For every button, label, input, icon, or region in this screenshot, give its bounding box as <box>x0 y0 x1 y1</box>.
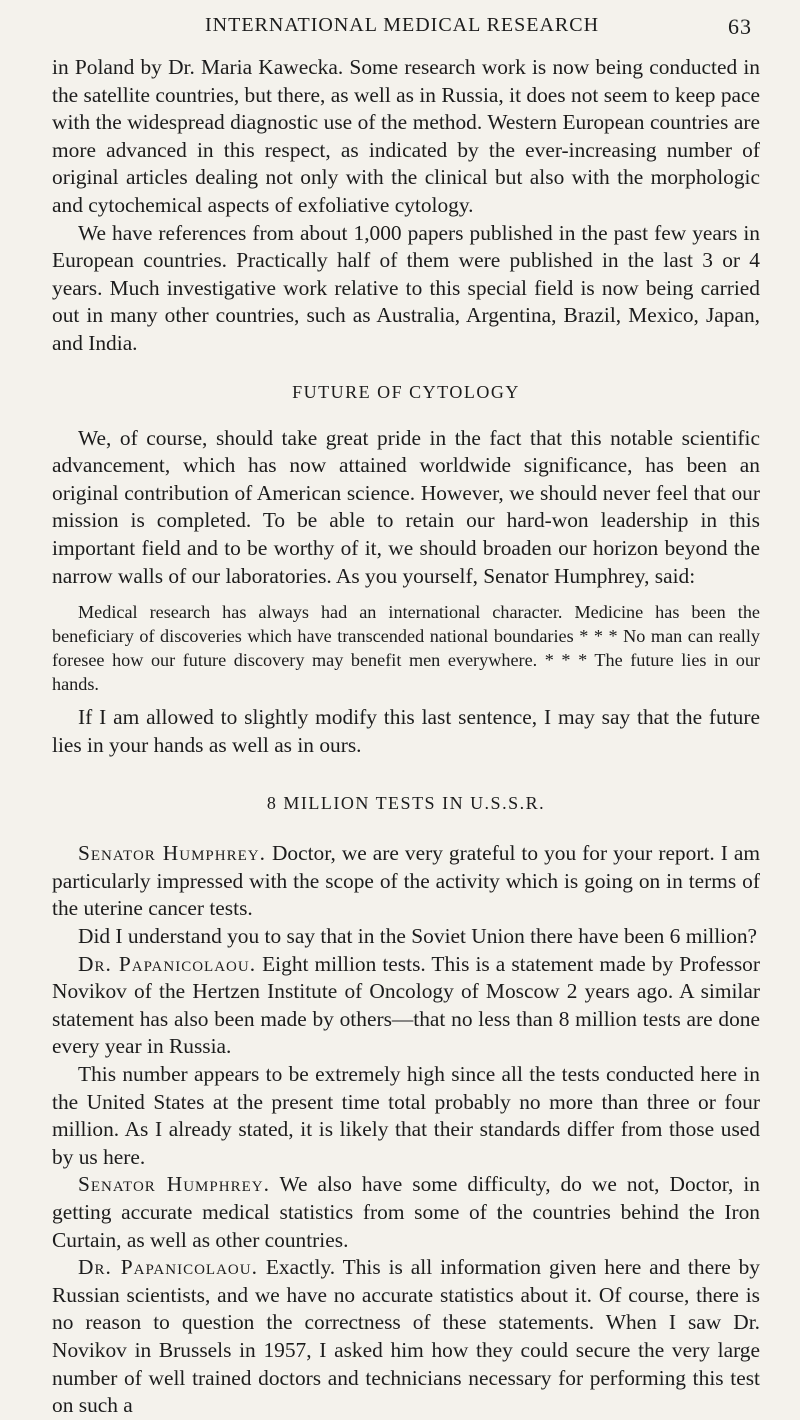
paragraph-5 <box>52 840 760 923</box>
paragraph-2: We have references from about 1,000 papers published in the past few years in European countries. Practically half of them were published in the last 3 or 4 years. Much investigative work relative to this special field is now being carried out in many other countries, such as Australia, Argentina, Brazil, Mexico, Japan, and India. <box>52 220 760 355</box>
header-title: INTERNATIONAL MEDICAL RESEARCH <box>205 14 600 36</box>
paragraph-4: If I am allowed to slightly modify this last sentence, I may say that the future lies in your hands as well as in ours. <box>52 705 760 757</box>
speech-text: Doctor, we are very grateful to you for your report. I am particularly impressed with the scope of the activity which is going on in terms of the uterine cancer tests. <box>52 841 760 921</box>
paragraph-10 <box>52 1254 760 1420</box>
speaker-name: Dr. Papanicolaou. <box>78 1255 258 1280</box>
paragraph-7 <box>52 951 760 1061</box>
paragraph-8: This number appears to be extremely high since all the tests conducted here in the United States at the present time total probably no more than three or four million. As I already stated, it is likely that their standards differ from those used by us here. <box>52 1062 760 1169</box>
paragraph-1: in Poland by Dr. Maria Kawecka. Some research work is now being conducted in the satellite countries, but there, as well as in Russia, it does not seem to keep pace with the widespread diagnostic use of the method. Western European countries are more advanced in this respect, as indicated by the ever-increasing number of original articles dealing not only with the clinical but also with the morphologic and cytochemical aspects of exfoliative cytology. <box>52 55 760 217</box>
page-body <box>52 54 760 1420</box>
speaker-name: Dr. Papanicolaou. <box>78 951 257 976</box>
quotation-block <box>52 600 760 696</box>
page-number: 63 <box>728 14 752 39</box>
running-header <box>205 14 752 44</box>
speaker-name: Senator Humphrey. <box>78 841 266 866</box>
speech-text: Eight million tests. This is a statement made by Professor Novikov of the Hertzen Institute of Oncology of Moscow 2 years ago. A similar statement has also been made by others—that no less than 8 million tests are done every year in Russia. <box>52 951 760 1059</box>
speech-text: We also have some difficulty, do we not, Doctor, in getting accurate medical statistics from some of the countries behind the Iron Curtain, as well as other countries. <box>52 1172 761 1252</box>
paragraph-9 <box>52 1171 760 1254</box>
paragraph-3: We, of course, should take great pride in the fact that this notable scientific advancement, which has now attained worldwide significance, has been an original contribution of American science. However, we should never feel that our mission is completed. To be able to retain our hard-won leadership in this important field and to be worthy of it, we should broaden our horizon beyond the narrow walls of our laboratories. As you yourself, Senator Humphrey, said: <box>52 425 760 588</box>
section-heading-tests: 8 MILLION TESTS IN U.S.S.R. <box>266 793 546 814</box>
paragraph-6: Did I understand you to say that in the Soviet Union there have been 6 million? <box>78 924 758 949</box>
section-heading-future: FUTURE OF CYTOLOGY <box>292 381 520 402</box>
speech-text: Exactly. This is all information given here and there by Russian scientists, and we have no accurate statistics about it. Of course, there is no reason to question the correctness of these statements. When I saw Dr. Novikov in Brussels in 1957, I asked him how they could secure the very large number of well trained doctors and technicians necessary for performing this test on such a <box>52 1255 760 1418</box>
speaker-name: Senator Humphrey. <box>78 1172 270 1197</box>
quotation-text: Medical research has always had an international character. Medicine has been the beneficiary of discoveries which have transcended national boundaries * * * No man can really foresee how our future discovery may benefit men everywhere. * * * The future lies in our hands. <box>52 602 760 695</box>
